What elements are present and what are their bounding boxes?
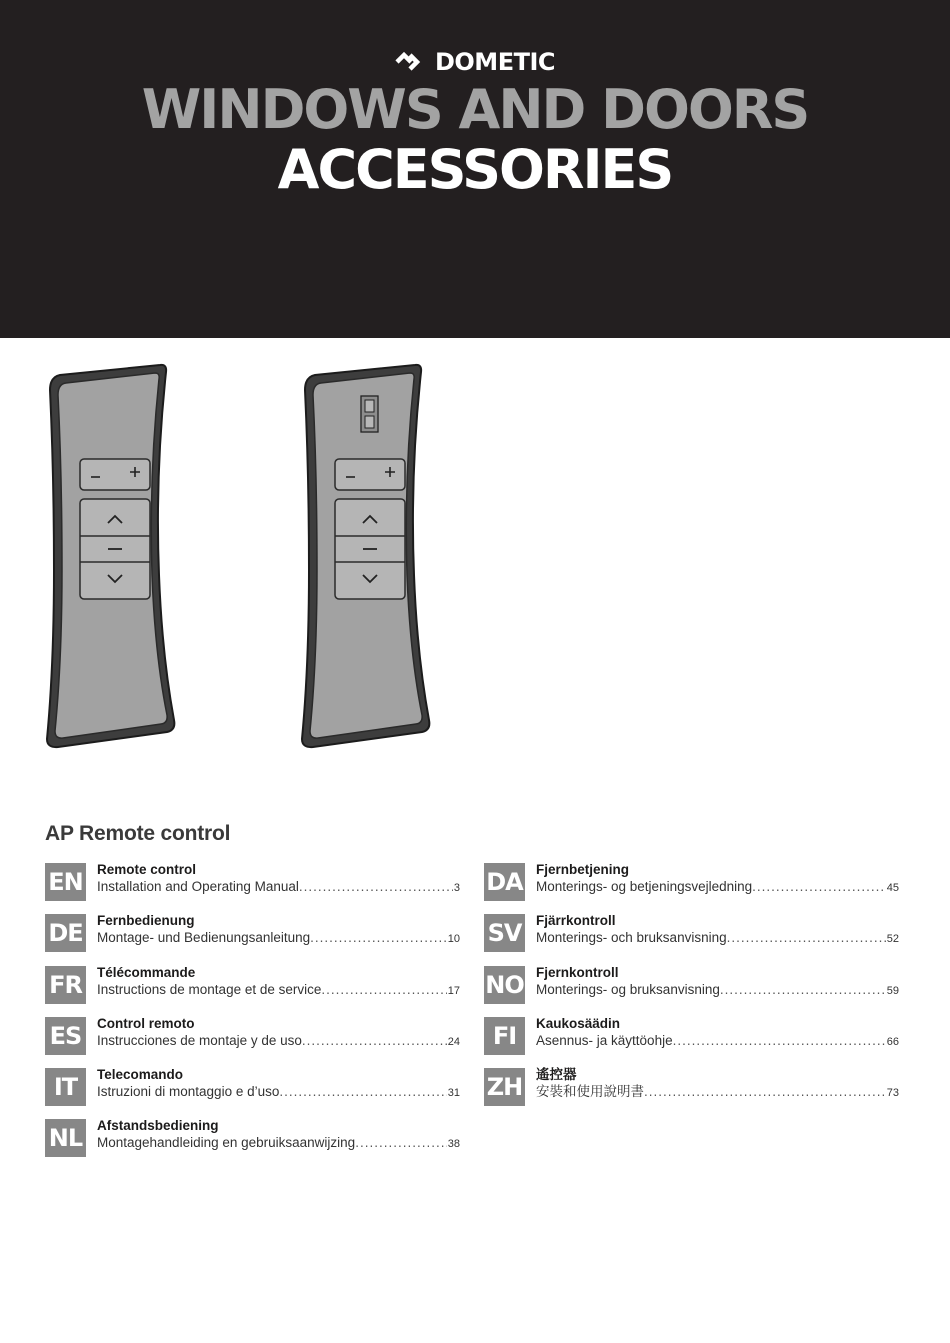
product-title: AP Remote control — [45, 822, 231, 845]
page-number: 73 — [886, 1087, 899, 1100]
language-section-desc: Montage- und Bedienungsanleitung — [97, 930, 311, 946]
remote-control-display-illustration — [293, 355, 438, 755]
leader-dots — [299, 878, 453, 896]
language-section-name: Fjernkontroll — [536, 964, 619, 980]
language-section-desc: Instructions de montage et de service — [97, 981, 322, 997]
leader-dots — [727, 929, 886, 947]
language-entry-it[interactable] — [45, 1065, 460, 1116]
leader-dots — [355, 1134, 447, 1152]
language-entry-fi[interactable] — [484, 1014, 899, 1065]
language-code-badge: ZH — [484, 1068, 525, 1106]
language-entry-es[interactable] — [45, 1014, 460, 1065]
language-code-badge: NL — [45, 1119, 86, 1157]
language-code-badge: DE — [45, 914, 86, 952]
language-section-desc: Monterings- og bruksanvisning — [536, 981, 720, 997]
language-section-desc: Montagehandleiding en gebruiksaanwijzing — [97, 1135, 356, 1151]
language-entry-sv[interactable] — [484, 911, 899, 962]
language-section-name: Fjernbetjening — [536, 862, 630, 877]
language-code-badge: DA — [484, 863, 525, 901]
language-code-badge: EN — [45, 863, 86, 901]
language-code-badge: FR — [45, 966, 86, 1004]
language-list-left — [45, 860, 460, 1168]
language-code-badge: IT — [45, 1068, 86, 1106]
language-section-desc: Asennus- ja käyttöohje — [536, 1032, 673, 1048]
dometic-logo-icon — [395, 51, 429, 73]
language-section-name: Kaukosäädin — [536, 1015, 621, 1031]
language-section-name: Telecomando — [97, 1067, 184, 1083]
page-number: 45 — [886, 882, 899, 894]
page-number: 31 — [447, 1087, 460, 1100]
language-code-badge: ES — [45, 1017, 86, 1055]
remote-control-illustration — [38, 355, 183, 755]
language-entry-no[interactable] — [484, 963, 899, 1014]
leader-dots — [321, 981, 446, 999]
language-section-name: Remote control — [97, 862, 197, 877]
language-section-name: Fjärrkontroll — [536, 913, 616, 929]
page-number: 52 — [886, 933, 899, 946]
page-number: 38 — [447, 1138, 460, 1151]
leader-dots — [720, 981, 886, 999]
language-entry-de[interactable] — [45, 911, 460, 962]
seven-segment-display-icon — [361, 396, 378, 432]
leader-dots — [279, 1083, 446, 1101]
language-entry-zh[interactable] — [484, 1065, 899, 1116]
page-number: 10 — [447, 933, 460, 946]
page-number: 3 — [453, 882, 460, 894]
page-number: 17 — [447, 984, 460, 997]
language-section-desc: Monterings- och bruksanvisning — [536, 930, 727, 946]
leader-dots — [310, 929, 447, 947]
language-section-name: 遙控器 — [536, 1067, 577, 1083]
document-title-line-1: WINDOWS AND DOORS — [141, 78, 809, 141]
page-number: 59 — [886, 984, 899, 997]
volume-button — [335, 459, 405, 490]
language-section-desc: Istruzioni di montaggio e d’uso — [97, 1084, 280, 1100]
leader-dots — [302, 1032, 447, 1050]
language-entry-nl[interactable] — [45, 1116, 460, 1167]
volume-button — [80, 459, 150, 490]
leader-dots — [752, 878, 886, 896]
language-section-name: Control remoto — [97, 1015, 195, 1031]
language-section-desc: 安裝和使用說明書 — [536, 1084, 644, 1100]
language-section-name: Fernbedienung — [97, 913, 195, 929]
language-code-badge: SV — [484, 914, 525, 952]
language-entry-en[interactable] — [45, 860, 460, 911]
leader-dots — [673, 1032, 886, 1050]
language-section-desc: Monterings- og betjeningsvejledning — [536, 879, 753, 894]
language-section-name: Afstandsbediening — [97, 1118, 219, 1134]
language-list-right — [484, 860, 899, 1116]
language-section-name: Télécommande — [97, 964, 196, 980]
leader-dots — [644, 1083, 886, 1101]
brand-name: DOMETIC — [434, 48, 555, 76]
language-section-desc: Instrucciones de montaje y de uso — [97, 1032, 302, 1048]
language-entry-da[interactable] — [484, 860, 899, 911]
language-entry-fr[interactable] — [45, 963, 460, 1014]
language-code-badge: FI — [484, 1017, 525, 1055]
page-number: 66 — [886, 1035, 899, 1048]
language-section-desc: Installation and Operating Manual — [97, 879, 299, 894]
language-code-badge: NO — [484, 966, 525, 1004]
page-number: 24 — [447, 1035, 460, 1048]
document-title-line-2: ACCESSORIES — [277, 138, 673, 201]
brand-logo — [0, 48, 950, 76]
